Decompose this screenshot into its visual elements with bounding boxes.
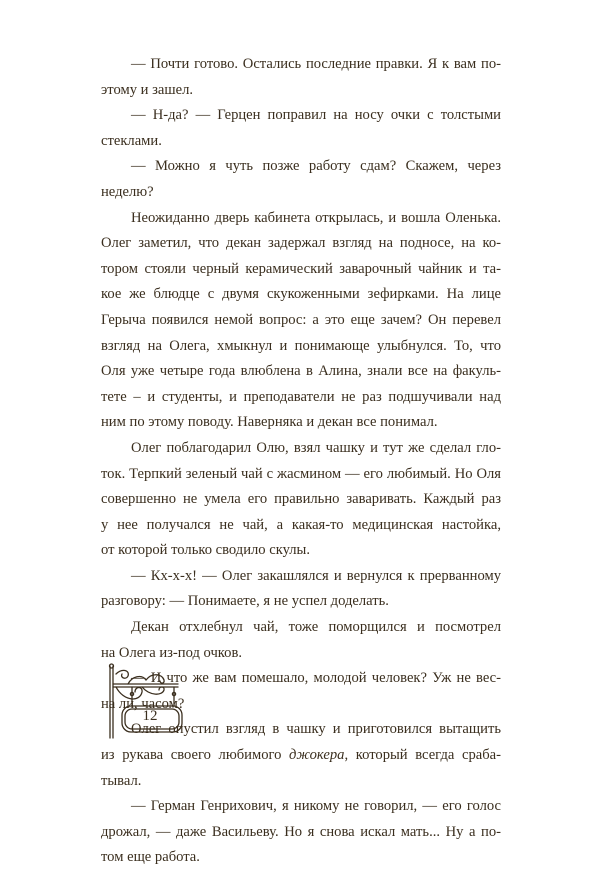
text-line: тывал. (101, 772, 142, 789)
text-line: совершенно не умела его правильно заваривать. Каждый раз (101, 491, 501, 508)
text-line: этому и зашел. (101, 81, 193, 98)
text-line: неделю? (101, 183, 154, 200)
italic-word: джокера (289, 747, 345, 764)
text-line: Олег поблагодарил Олю, взял чашку и тут же сделал гло- (131, 439, 501, 456)
text-line (101, 743, 501, 769)
text-line: стеклами. (101, 132, 162, 149)
text-line: на ли, часом? (101, 695, 185, 712)
text-line: — И что же вам помешало, молодой человек? Уж не вес- (131, 670, 501, 687)
text-line: — Почти готово. Остались последние правки. Я к вам по- (131, 56, 501, 72)
text-line: Оля уже четыре года влюблена в Алина, знали все на факуль- (101, 363, 501, 380)
text-line: — Можно я чуть позже работу сдам? Скажем, через (131, 158, 501, 175)
text-line: взгляд на Олега, хмыкнул и понимающе улыбнулся. То, что (101, 337, 501, 354)
text-line: тете – и студенты, и преподаватели не раз подшучивали над (101, 388, 501, 405)
text-line: ним по этому поводу. Наверняка и декан все понимал. (101, 414, 438, 431)
page-number: 12 (142, 708, 158, 724)
text-line: от которой только сводило скулы. (101, 542, 310, 559)
text-line: разговору: — Понимаете, я не успел доделать. (101, 593, 389, 610)
text-span: , который всегда сраба- (344, 747, 501, 764)
text-line: Герыча появился немой вопрос: а это еще зачем? Он перевел (101, 311, 501, 328)
text-line: дрожал, — даже Васильеву. Но я снова искал мать... Ну а по- (101, 823, 501, 840)
text-line: кое же блюдце с двумя скукоженными зефирками. На лице (101, 286, 501, 303)
text-line: том еще работа. (101, 849, 200, 866)
text-line: ток. Терпкий зеленый чай с жасмином — его любимый. Но Оля (101, 465, 501, 482)
text-line: тором стояли черный керамический заварочный чайник и та- (101, 260, 501, 277)
body-text (101, 52, 501, 871)
text-line: Неожиданно дверь кабинета открылась, и вошла Оленька. (131, 209, 501, 226)
text-line: на Олега из-под очков. (101, 644, 242, 661)
text-line: — Кх-х-х! — Олег закашлялся и вернулся к прерванному (131, 567, 501, 584)
text-span: из рукава своего любимого (101, 747, 290, 764)
text-line: Олег заметил, что декан задержал взгляд на подносе, на ко- (101, 235, 501, 252)
sign-bracket-icon (102, 662, 198, 740)
text-line: — Н-да? — Герцен поправил на носу очки с толстыми (131, 107, 501, 124)
text-line: — Герман Генрихович, я никому не говорил, — его голос (131, 798, 501, 815)
text-line: Декан отхлебнул чай, тоже поморщился и посмотрел (131, 619, 501, 636)
text-line: у нее получался не чай, а какая-то медицинская настойка, (101, 516, 501, 533)
text-line: Олег опустил взгляд в чашку и приготовился вытащить (131, 721, 501, 738)
